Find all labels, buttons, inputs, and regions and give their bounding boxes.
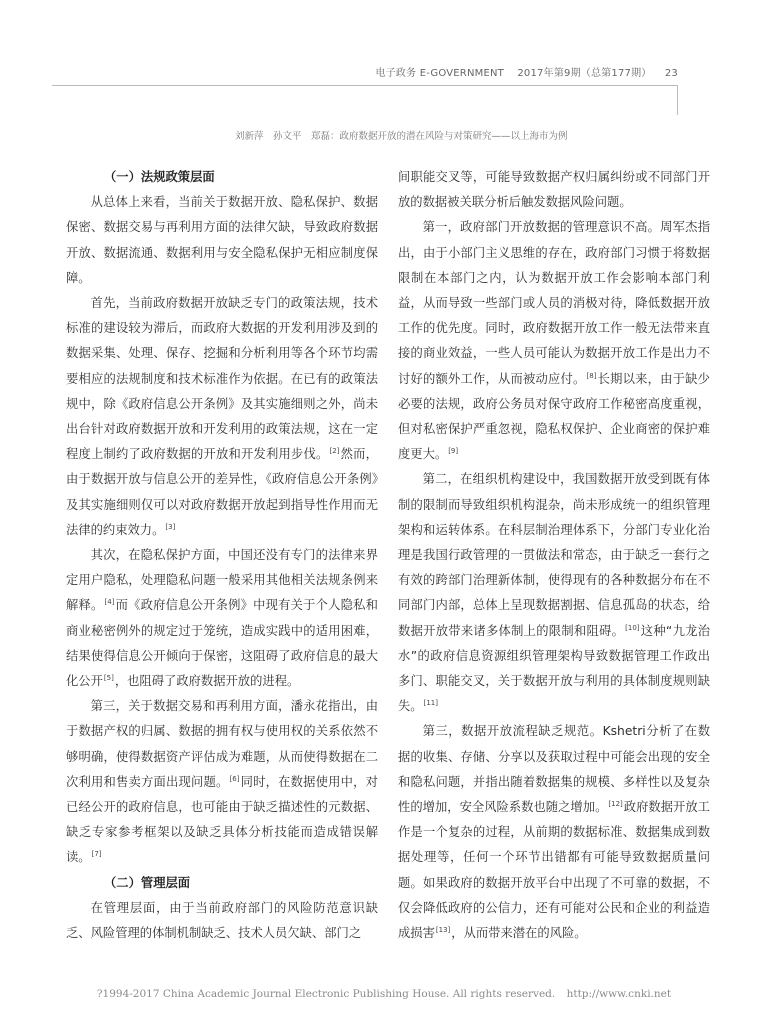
cnki-link[interactable]: http://www.cnki.net — [566, 988, 672, 1000]
citation-ref: [5] — [103, 674, 114, 683]
paragraph-text: ，也阻碍了政府数据开放的进程。 — [114, 674, 300, 689]
header-divider — [52, 85, 678, 86]
paragraph-text: 政府数据开放工作是一个复杂的过程，从前期的数据标准、数据集成到数据处理等，任何一个环节出错都有可能导致数据质量问题。如果政府的数据开放平台中出现了不可靠的数据，不仅会降低政府的公信力，还有可能对公民和企业的利益造成损害 — [398, 800, 710, 941]
paragraph-text: 而《政府信息公开条例》中现有关于个人隐私和商业秘密例外的规定过于笼统，造成实践中的适用困难，结果使得信息公开倾向于保密，这阻碍了政府信息的最大化公开 — [66, 598, 378, 689]
citation-ref: [4] — [104, 598, 115, 607]
page-number: 23 — [664, 68, 678, 79]
citation-ref: [7] — [91, 850, 102, 859]
paragraph — [398, 215, 710, 467]
paragraph-text: 第二，在组织机构建设中，我国数据开放受到既有体制的限制而导致组织机构混杂，尚未形成统一的组织管理架构和运转体系。在科层制治理体系下，分部门专业化治理是我国行政管理的一贯做法和常态，由于缺乏一套行之有效的跨部门治理新体制，使得现有的各种数据分布在不同部门内部，总体上呈现数据割据、信息孤岛的状态，给数据开放带来诸多体制上的限制和阻碍。 — [398, 472, 710, 638]
page-header — [366, 64, 678, 79]
paragraph: 在管理层面，由于当前政府部门的风险防范意识缺乏、风险管理的体制机制缺乏、技术人员欠缺、部门之 — [66, 900, 378, 941]
paragraph — [66, 543, 378, 694]
citation-ref: [9] — [448, 447, 459, 456]
citation-ref: [11] — [423, 699, 438, 708]
paragraph-text: 然而，由于数据开放与信息公开的差异性，《政府信息公开条例》及其实施细则仅可以对政府数据开放起到指导性作用而无法律的约束效力。 — [66, 447, 378, 537]
citation-ref: [6] — [229, 774, 240, 783]
paragraph-text: 第三，关于数据交易和再利用方面，潘永花指出，由于数据产权的归属、数据的拥有权与使用权的关系依然不够明确，使得数据资产评估成为难题，从而使得数据在二次利用和售卖方面出现问题。 — [66, 699, 378, 789]
paragraph-text: 长期以来，由于缺少必要的法规，政府公务员对保守政府工作秘密高度重视，但对私密保护严重忽视，隐私权保护、企业商密的保护难度更大。 — [398, 371, 710, 462]
paragraph-text: 首先，当前政府数据开放缺乏专门的政策法规，技术标准的建设较为滞后，而政府大数据的开发利用涉及到的数据采集、处理、保存、挖掘和分析利用等各个环节均需要相应的法规制度和技术标准作为依据。在已有的政策法规中，除《政府信息公开条例》及其实施细则之外，尚未出台针对政府数据开放和开发利用的政策法规，这在一定程度上制约了政府数据的开放和开发利用步伐。 — [66, 296, 378, 462]
paragraph-text: 第三，数据开放流程缺乏规范。Kshetri分析了在数据的收集、存储、分享以及获取过程中可能会出现的安全和隐私问题，并指出随着数据集的规模、多样性以及复杂性的增加，安全风险系数也随之增加。 — [398, 724, 710, 815]
citation-ref: [13] — [435, 926, 451, 935]
paragraph — [66, 694, 378, 870]
section-heading-regulation: （一）法规政策层面 — [104, 170, 215, 184]
paragraph-continued: 间职能交叉等，可能导致数据产权归属纠纷或不同部门开放的数据被关联分析后触发数据风险问题。 — [398, 170, 710, 210]
citation-ref: [12] — [608, 800, 623, 809]
paragraph — [66, 291, 378, 543]
left-column — [66, 165, 378, 946]
section-heading-management: （二）管理层面 — [104, 875, 191, 890]
paragraph-text: 同时，在数据使用中，对已经公开的政府信息，也可能由于缺乏描述性的元数据、缺乏专家参考框架以及缺乏具体分析技能而造成错误解读。 — [66, 774, 378, 865]
journal-name: 电子政务 E-GOVERNMENT — [375, 68, 504, 79]
paragraph-text: 其次，在隐私保护方面，中国还没有专门的法律来界定用户隐私，处理隐私问题一般采用其他相关法规条例来解释。 — [66, 548, 378, 613]
citation-ref: [3] — [165, 522, 176, 531]
paragraph — [398, 467, 710, 719]
paragraph-text: ，从而带来潜在的风险。 — [451, 926, 587, 941]
paragraph-text: 第一，政府部门开放数据的管理意识不高。周军杰指出，由于小部门主义思维的存在，政府部门习惯于将数据限制在本部门之内，认为数据开放工作会影响本部门利益，从而导致一些部门或人员的消极对待，降低数据开放工作的优先度。同时，政府数据开放工作一般无法带来直接的商业效益，一些人员可能认为数据开放工作是出力不讨好的额外工作，从而被动应付。 — [398, 220, 710, 386]
header-side-divider — [677, 85, 678, 115]
paragraph-text: 这种“九龙治水”的政府信息资源组织管理架构导致数据管理工作政出多门、职能交叉，关于数据开放与利用的具体制度规则缺失。 — [398, 623, 710, 714]
page-footer — [0, 988, 760, 1000]
citation-ref: [10] — [625, 623, 640, 632]
citation-ref: [2] — [329, 447, 340, 456]
running-title: 刘新萍 孙文平 郑磊：政府数据开放的潜在风险与对策研究——以上海市为例 — [235, 131, 568, 142]
copyright-notice: ?1994-2017 China Academic Journal Electronic Publishing House. All rights reserved. — [96, 988, 556, 1000]
paragraph: 从总体上来看，当前关于数据开放、隐私保护、数据保密、数据交易与再利用方面的法律欠缺，导致政府数据开放、数据流通、数据利用与安全隐私保护无相应制度保障。 — [66, 195, 378, 285]
citation-ref: [8] — [586, 371, 597, 380]
issue-info: 2017年第9期（总第177期） — [517, 68, 652, 79]
right-column — [398, 165, 710, 946]
paragraph — [398, 719, 710, 946]
